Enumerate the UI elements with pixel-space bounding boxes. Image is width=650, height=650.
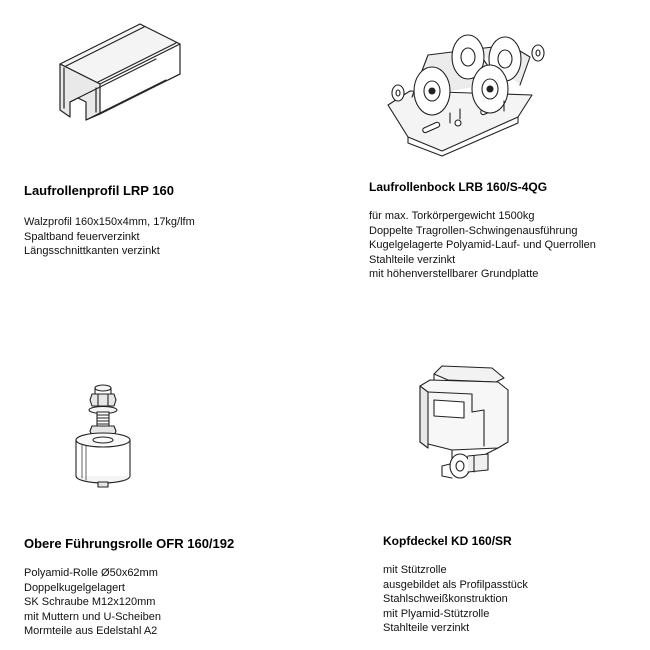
spec-line: mit Plyamid-Stützrolle [383, 607, 490, 620]
spec-line: Stahlteile verzinkt [369, 253, 456, 266]
spec-line: Stahlteile verzinkt [383, 622, 470, 634]
spec-line: für max. Torkörpergewicht 1500kg [369, 210, 535, 222]
spec-line: Walzprofil 160x150x4mm, 17kg/lfm [24, 216, 195, 228]
spec-line: Polyamid-Rolle Ø50x62mm [24, 567, 158, 579]
spec-line: Mormteile aus Edelstahl A2 [24, 625, 158, 637]
spec-line: Spaltband feuerverzinkt [24, 230, 140, 243]
spec-list [369, 209, 596, 282]
spec-line: mit höhenverstellbarer Grundplatte [369, 268, 539, 280]
spec-line: SK Schraube M12x120mm [24, 596, 156, 608]
end-cap-illustration [412, 360, 522, 490]
spec-list [24, 215, 195, 259]
product-title: Laufrollenprofil LRP 160 [24, 183, 175, 198]
spec-line: ausgebildet als Profilpasstück [383, 578, 528, 591]
spec-line: Längsschnittkanten verzinkt [24, 245, 160, 257]
spec-list [383, 563, 528, 636]
spec-line: Stahlschweißkonstruktion [383, 593, 508, 605]
spec-line: mit Muttern und U-Scheiben [24, 610, 161, 623]
spec-line: mit Stützrolle [383, 564, 447, 576]
spec-line: Kugelgelagerte Polyamid-Lauf- und Querrollen [369, 239, 596, 251]
c-rail-profile-illustration [48, 22, 188, 127]
spec-list [24, 566, 161, 639]
product-title: Obere Führungsrolle OFR 160/192 [24, 536, 235, 551]
product-title: Laufrollenbock LRB 160/S-4QG [369, 180, 548, 194]
guide-roller-illustration [68, 380, 138, 490]
spec-line: Doppelkugelgelagert [24, 581, 125, 594]
product-title: Kopfdeckel KD 160/SR [383, 534, 512, 548]
spec-line: Doppelte Tragrollen-Schwingenausführung [369, 224, 578, 237]
roller-carriage-illustration [380, 25, 555, 155]
